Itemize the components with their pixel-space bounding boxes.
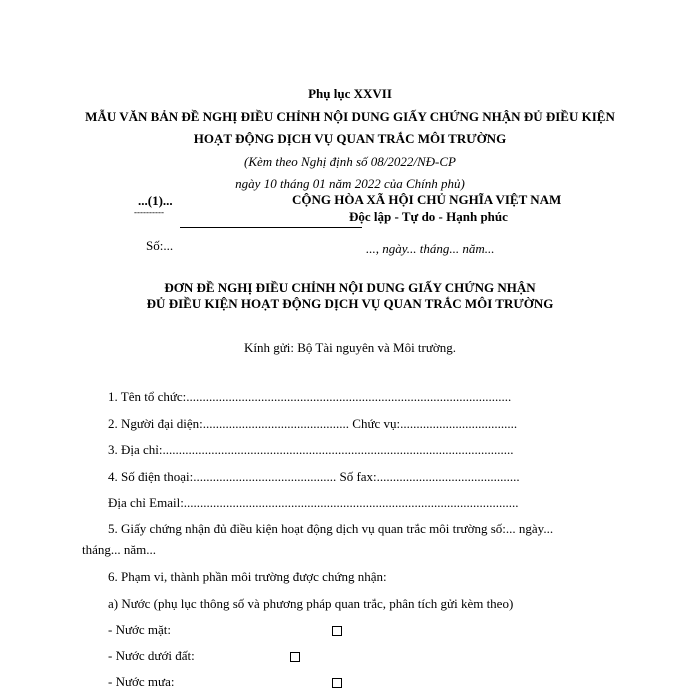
address-field: 3. Địa chỉ:............................................................................................................ (108, 442, 514, 457)
water-heading: a) Nước (phụ lục thông số và phương pháp quan trắc, phân tích gửi kèm theo) (108, 596, 514, 611)
checkbox-groundwater[interactable] (290, 652, 300, 662)
checklist-label-surface-water: - Nước mặt: (108, 622, 172, 637)
checklist-label-rainwater: - Nước mưa: (108, 674, 175, 689)
form-title-line1: MẪU VĂN BẢN ĐỀ NGHỊ ĐIỀU CHỈNH NỘI DUNG GIẤY CHỨNG NHẬN ĐỦ ĐIỀU KIỆN (85, 109, 615, 124)
checkbox-surface-water[interactable] (332, 626, 342, 636)
email-field: Địa chỉ Email:....................................................................................................... (108, 495, 519, 510)
appendix-label: Phụ lục XXVII (308, 86, 392, 101)
document-title-line1: ĐƠN ĐỀ NGHỊ ĐIỀU CHỈNH NỘI DUNG GIẤY CHỨNG NHẬN (164, 280, 536, 295)
org-name-field: 1. Tên tổ chức:.................................................................................................... (108, 389, 512, 404)
phone-fax-field: 4. Số điện thoại:............................................ Số fax:............................................ (108, 469, 520, 484)
national-motto: Độc lập - Tự do - Hạnh phúc (349, 209, 508, 224)
certificate-line1: 5. Giấy chứng nhận đủ điều kiện hoạt động dịch vụ quan trắc môi trường số:... ngày... (108, 521, 554, 536)
decree-reference-line2: ngày 10 tháng 01 năm 2022 của Chính phủ) (235, 176, 465, 191)
motto-underline (180, 227, 362, 228)
representative-field: 2. Người đại diện:............................................. Chức vụ:.................................... (108, 416, 518, 431)
checkbox-rainwater[interactable] (332, 678, 342, 688)
checklist-label-groundwater: - Nước dưới đất: (108, 648, 195, 663)
recipient-line: Kính gửi: Bộ Tài nguyên và Môi trường. (243, 340, 457, 355)
form-title-line2: HOẠT ĐỘNG DỊCH VỤ QUAN TRẮC MÔI TRƯỜNG (193, 131, 507, 146)
certificate-line2: tháng... năm... (82, 542, 157, 557)
document-title-line2: ĐỦ ĐIỀU KIỆN HOẠT ĐỘNG DỊCH VỤ QUAN TRẮC MÔI TRƯỜNG (146, 296, 554, 311)
organization-placeholder: ...(1)... (138, 193, 173, 208)
decree-reference-line1: (Kèm theo Nghị định số 08/2022/NĐ-CP (244, 154, 456, 169)
nation-name: CỘNG HÒA XÃ HỘI CHỦ NGHĨA VIỆT NAM (292, 192, 562, 207)
scope-heading: 6. Phạm vi, thành phần môi trường được chứng nhận: (108, 569, 387, 584)
document-number: Số:... (146, 238, 174, 253)
place-date: ..., ngày... tháng... năm... (366, 241, 495, 256)
dashes-separator: ---------- (134, 207, 164, 217)
